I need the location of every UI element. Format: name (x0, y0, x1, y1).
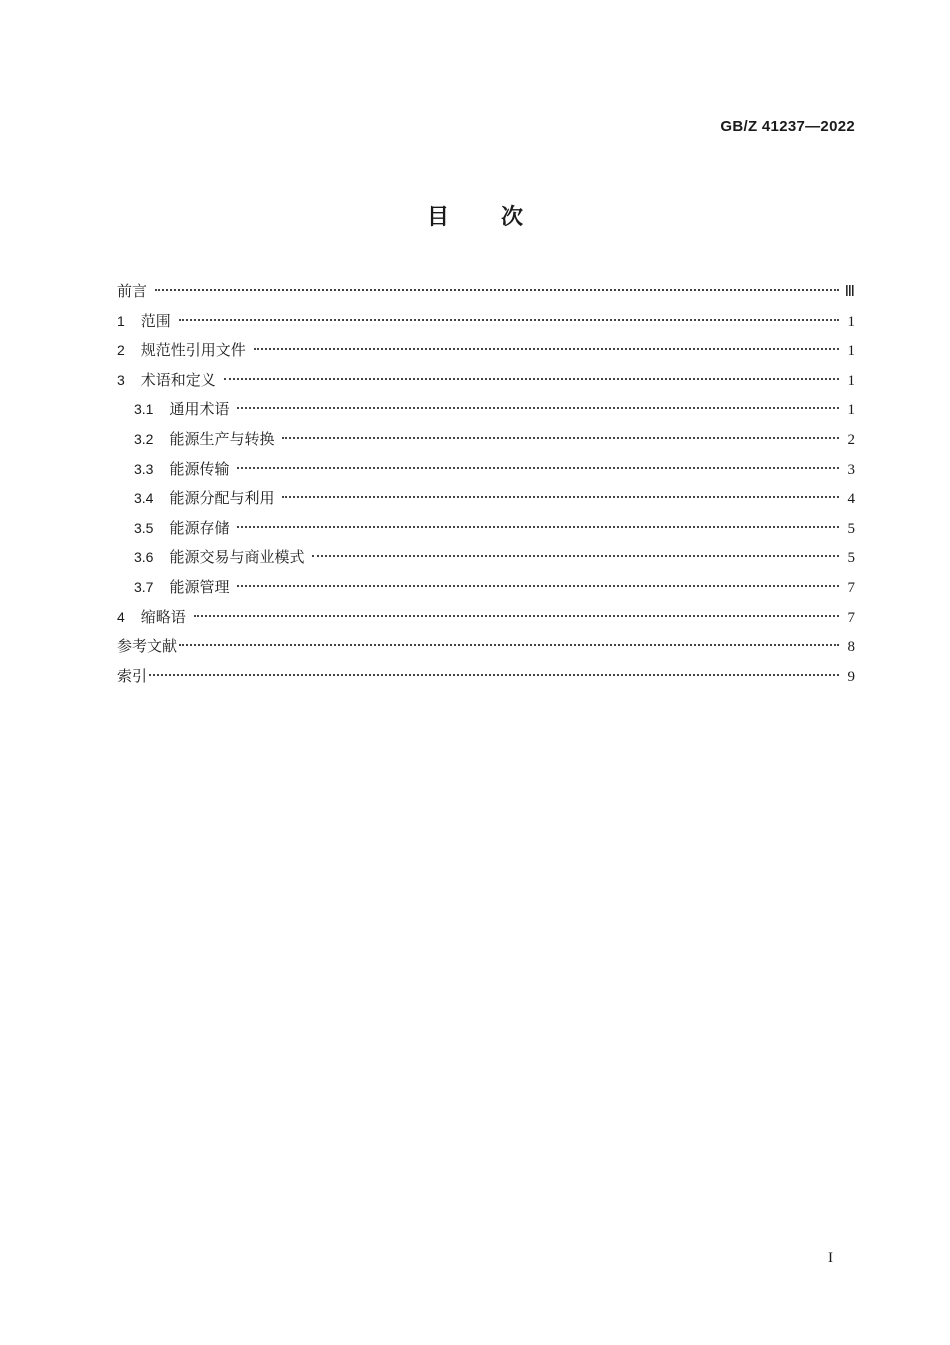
toc-entry-label: 能源传输 (169, 459, 230, 478)
page-number: I (828, 1250, 833, 1266)
toc-leader (237, 467, 839, 469)
toc-leader (237, 526, 839, 528)
toc-entry-3-7[interactable] (117, 576, 855, 606)
toc-entry-label: 索引 (117, 666, 148, 685)
toc-leader (312, 555, 839, 557)
toc-leader (155, 289, 839, 291)
toc-leader (254, 348, 839, 350)
toc-entry-label: 能源存储 (169, 518, 230, 537)
toc-entry-page: 7 (847, 609, 855, 626)
toc-entry-3[interactable] (117, 369, 855, 399)
toc-entry-number: 1 (117, 312, 125, 329)
toc-entry-label: 能源交易与商业模式 (169, 548, 305, 567)
toc-entry-page: 1 (847, 313, 855, 330)
toc-entry-label: 范围 (140, 311, 171, 330)
toc-entry-page: 5 (847, 550, 855, 567)
toc-entry-number: 3.4 (134, 490, 154, 507)
toc-leader (282, 496, 839, 498)
toc-entry-1[interactable] (117, 310, 855, 340)
toc-entry-number: 3.5 (134, 519, 154, 536)
toc-entry-number: 3.7 (134, 578, 154, 595)
toc-entry-label: 能源生产与转换 (169, 429, 275, 448)
toc-entry-page: 1 (847, 402, 855, 419)
toc-entry-index[interactable] (117, 665, 855, 695)
toc-leader (237, 407, 839, 409)
page-title: 目次 (426, 205, 575, 230)
toc-entry-page: 1 (847, 372, 855, 389)
toc-entry-3-6[interactable] (117, 546, 855, 576)
toc-entry-number: 3.6 (134, 549, 154, 566)
toc-entry-preface[interactable] (117, 280, 855, 310)
toc-entry-2[interactable] (117, 339, 855, 369)
toc-entry-3-2[interactable] (117, 428, 855, 458)
toc-entry-page: 5 (847, 520, 855, 537)
toc-entry-3-4[interactable] (117, 487, 855, 517)
toc-entry-label: 通用术语 (169, 400, 230, 419)
toc-leader (179, 644, 839, 646)
toc-entry-page: Ⅲ (844, 284, 855, 300)
toc-entry-3-1[interactable] (117, 398, 855, 428)
toc-entry-page: 4 (847, 491, 855, 508)
toc-entry-label: 前言 (117, 282, 148, 300)
toc-entry-page: 7 (847, 579, 855, 596)
toc-entry-page: 3 (847, 461, 855, 478)
toc-entry-label: 能源管理 (169, 577, 230, 596)
toc-entry-number: 3.3 (134, 460, 154, 477)
toc-leader (224, 378, 839, 380)
toc-entry-label: 术语和定义 (140, 370, 216, 389)
toc-leader (179, 319, 839, 321)
toc-entry-3-3[interactable] (117, 458, 855, 488)
toc-leader (194, 615, 839, 617)
toc-entry-number: 3.1 (134, 401, 154, 418)
toc-leader (237, 585, 839, 587)
toc-leader (149, 674, 839, 676)
toc-leader (282, 437, 839, 439)
toc-entry-label: 缩略语 (140, 607, 186, 626)
toc-entry-page: 2 (847, 431, 855, 448)
toc-entry-number: 3 (117, 371, 125, 388)
toc-entry-page: 8 (847, 639, 855, 656)
standard-number: GB/Z 41237—2022 (720, 118, 855, 135)
toc-entry-page: 9 (847, 668, 855, 685)
toc-entry-number: 3.2 (134, 430, 154, 447)
toc-entry-number: 4 (117, 608, 125, 625)
toc-entry-label: 参考文献 (117, 637, 178, 656)
toc-entry-label: 规范性引用文件 (140, 341, 246, 360)
table-of-contents (117, 280, 855, 694)
toc-entry-3-5[interactable] (117, 517, 855, 547)
toc-entry-4[interactable] (117, 606, 855, 636)
toc-entry-page: 1 (847, 343, 855, 360)
toc-entry-number: 2 (117, 342, 125, 359)
toc-entry-label: 能源分配与利用 (169, 489, 275, 508)
toc-entry-bibliography[interactable] (117, 635, 855, 665)
